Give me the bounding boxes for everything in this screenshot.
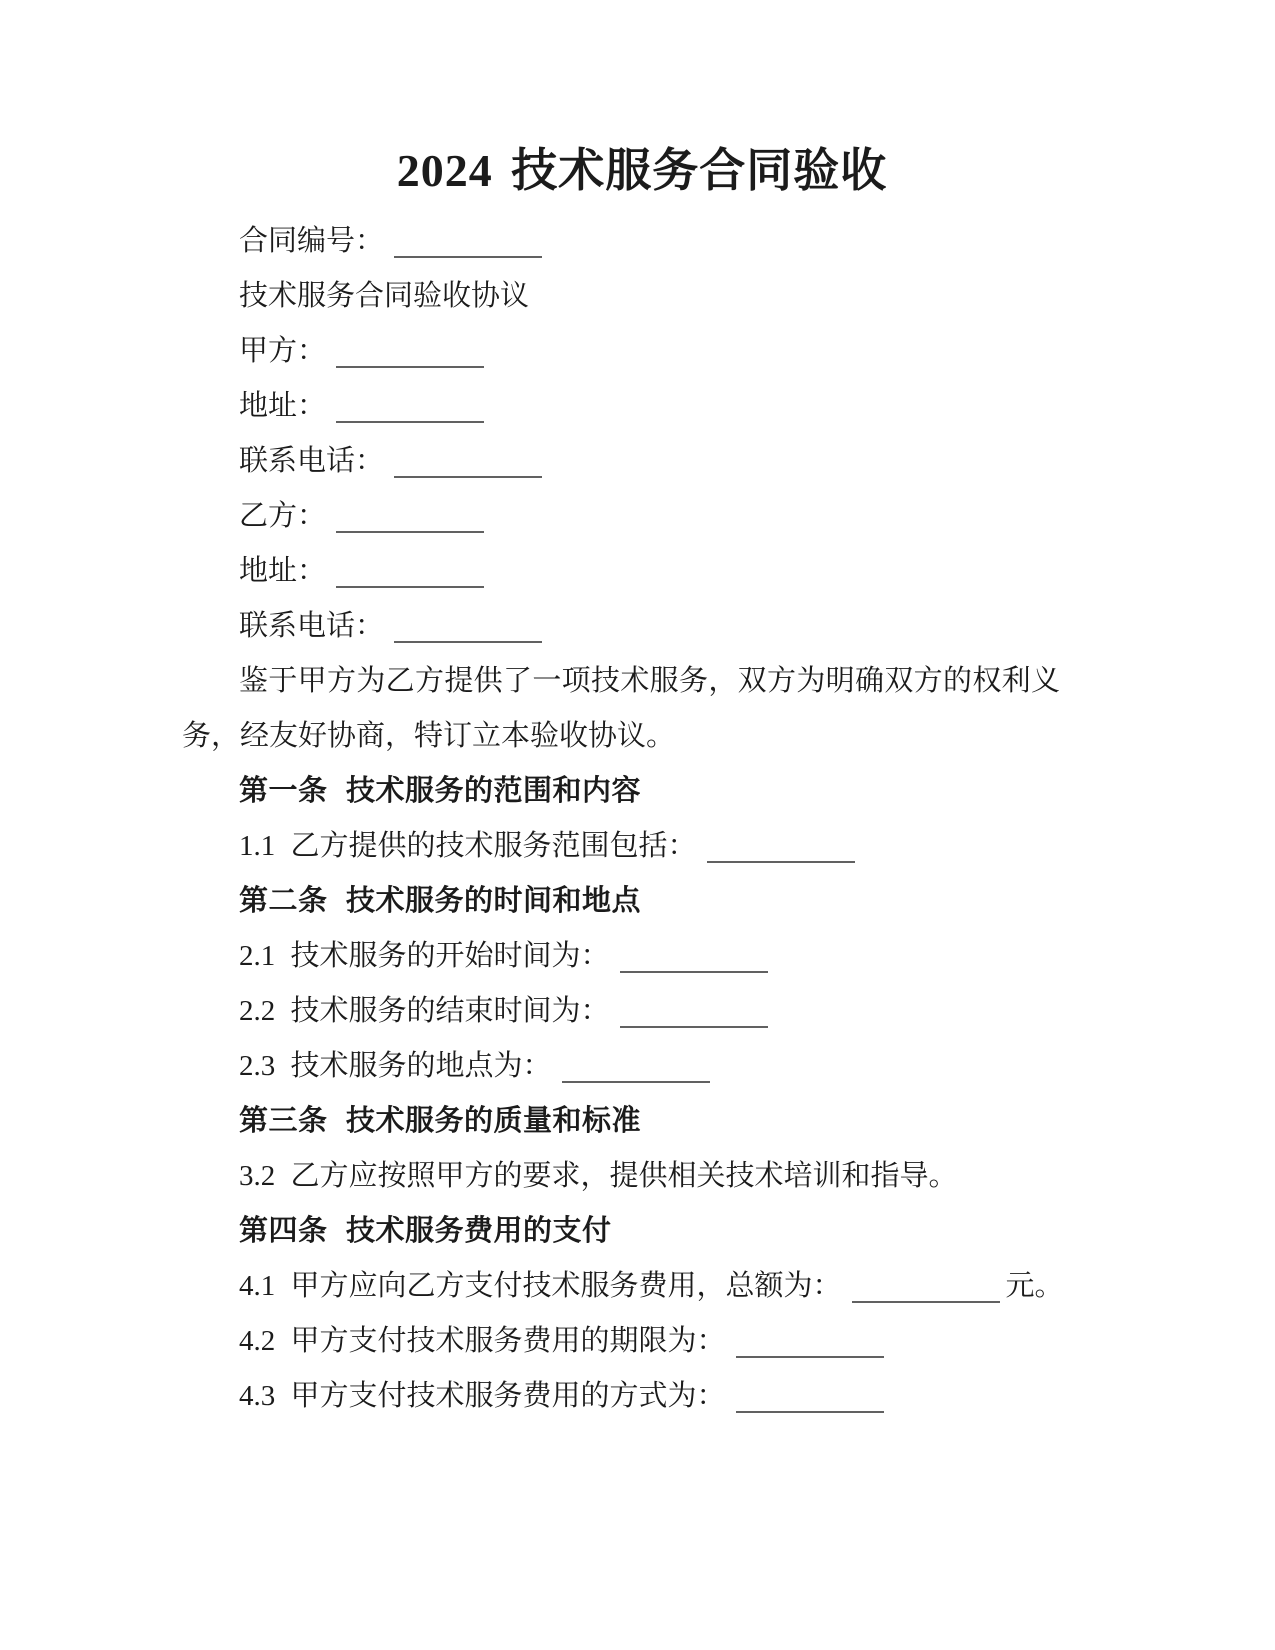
- blank-line: [620, 971, 768, 973]
- subtitle-agreement-name: [182, 269, 1102, 324]
- section-2-heading: 第二条 技术服务的时间和地点: [239, 885, 642, 917]
- blank-line: [620, 1026, 768, 1028]
- field-label: 联系电话：: [239, 445, 385, 477]
- blank-line: [336, 586, 484, 588]
- field-label: 合同编号：: [239, 225, 385, 257]
- section-4-heading: 第四条 技术服务费用的支付: [239, 1215, 612, 1247]
- document-title: 2024 技术服务合同验收: [396, 145, 888, 196]
- field-contract-number: [182, 214, 1102, 269]
- blank-line: [394, 641, 542, 643]
- clause-2-3: [182, 1039, 1102, 1094]
- field-party-a-address: [182, 379, 1102, 434]
- field-label: 地址：: [239, 390, 327, 422]
- field-label: 联系电话：: [239, 610, 385, 642]
- blank-line: [336, 366, 484, 368]
- clause-text: 4.2 甲方支付技术服务费用的期限为：: [239, 1325, 726, 1357]
- clause-2-2: [182, 984, 1102, 1039]
- clause-text: 4.1 甲方应向乙方支付技术服务费用，总额为：: [239, 1270, 842, 1302]
- blank-line: [562, 1081, 710, 1083]
- clause-1-1: [182, 819, 1102, 874]
- clause-text: 3.2 乙方应按照甲方的要求，提供相关技术培训和指导。: [239, 1160, 958, 1192]
- field-party-b: [182, 489, 1102, 544]
- field-label: 甲方：: [239, 335, 327, 367]
- blank-line: [736, 1356, 884, 1358]
- clause-4-2: [182, 1314, 1102, 1369]
- field-label: 地址：: [239, 555, 327, 587]
- field-label: 乙方：: [239, 500, 327, 532]
- blank-line: [707, 861, 855, 863]
- blank-line: [394, 256, 542, 258]
- clause-text: 2.3 技术服务的地点为：: [239, 1050, 552, 1082]
- blank-line: [336, 531, 484, 533]
- clause-text: 4.3 甲方支付技术服务费用的方式为：: [239, 1380, 726, 1412]
- section-3-heading: 第三条 技术服务的质量和标准: [239, 1105, 642, 1137]
- clause-text: 2.2 技术服务的结束时间为：: [239, 995, 610, 1027]
- clause-3-2: [182, 1149, 1102, 1204]
- clause-4-1: [182, 1259, 1102, 1314]
- field-label: 技术服务合同验收协议: [239, 280, 530, 312]
- clause-suffix: 元。: [1005, 1270, 1064, 1302]
- field-party-a: [182, 324, 1102, 379]
- clause-text: 1.1 乙方提供的技术服务范围包括：: [239, 830, 697, 862]
- clause-4-3: [182, 1369, 1102, 1424]
- field-party-b-address: [182, 544, 1102, 599]
- section-1-heading: 第一条 技术服务的范围和内容: [239, 775, 642, 807]
- clause-text: 2.1 技术服务的开始时间为：: [239, 940, 610, 972]
- blank-line: [852, 1301, 1000, 1303]
- blank-line: [394, 476, 542, 478]
- field-party-b-phone: [182, 599, 1102, 654]
- field-party-a-phone: [182, 434, 1102, 489]
- clause-2-1: [182, 929, 1102, 984]
- blank-line: [736, 1411, 884, 1413]
- preamble-paragraph: 鉴于甲方为乙方提供了一项技术服务，双方为明确双方的权利义务，经友好协商，特订立本验收协议。: [182, 665, 1060, 752]
- blank-line: [336, 421, 484, 423]
